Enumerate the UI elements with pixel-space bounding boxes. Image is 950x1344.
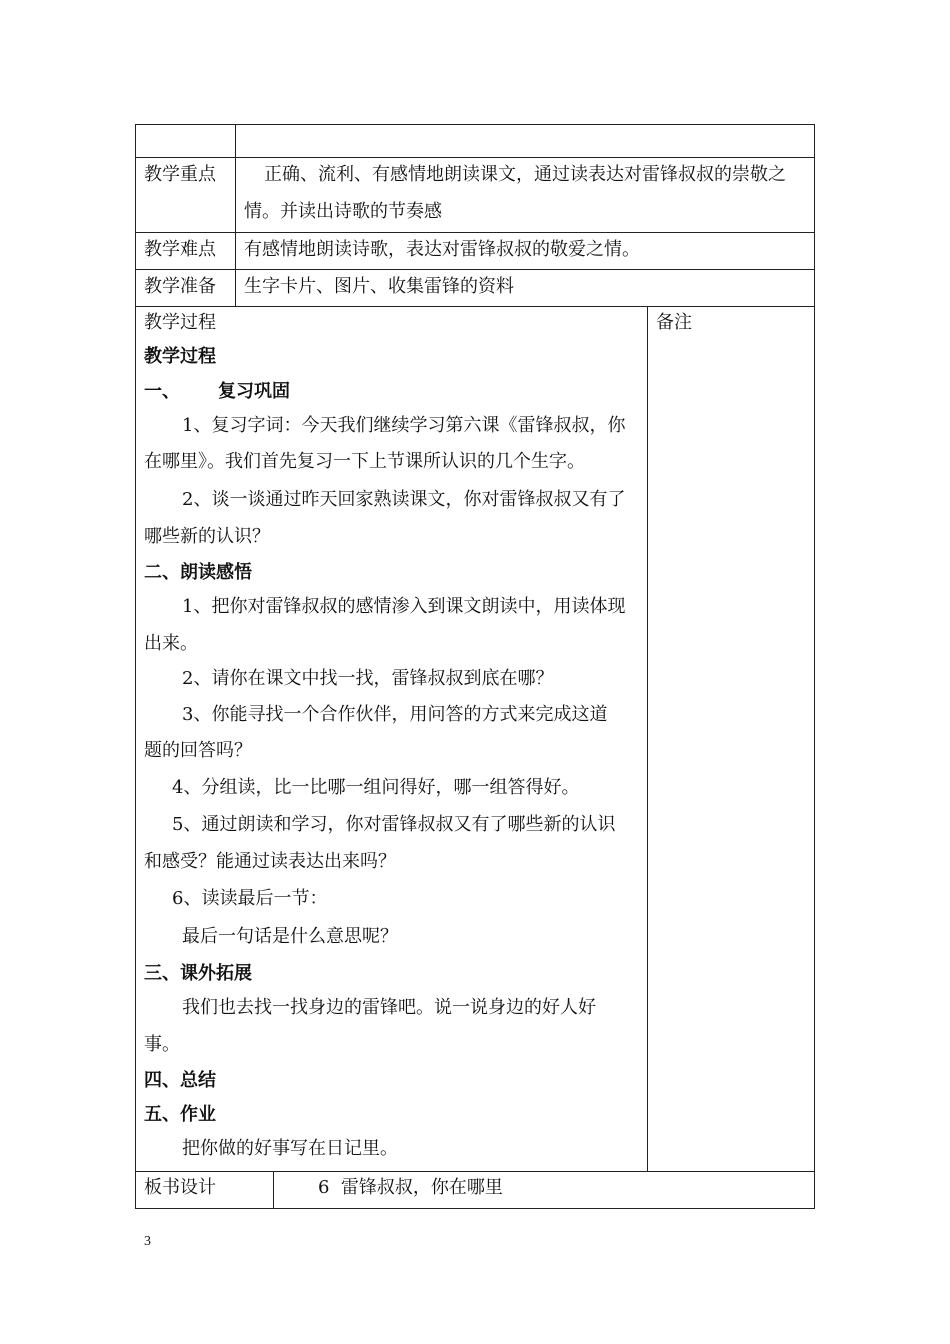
process-line: 4、分组读，比一比哪一组问得好，哪一组答得好。 xyxy=(172,777,580,798)
process-line: 哪些新的认识？ xyxy=(144,526,270,547)
notes-header: 备注 xyxy=(656,312,692,333)
table-border-left xyxy=(135,124,136,1209)
process-line: 出来。 xyxy=(144,633,198,654)
process-line: 6、读读最后一节： xyxy=(172,888,328,909)
row-label-preparation: 教学准备 xyxy=(144,276,216,297)
process-line: 2、请你在课文中找一找，雷锋叔叔到底在哪？ xyxy=(182,668,554,689)
section-heading-extension: 三、课外拓展 xyxy=(144,963,252,984)
process-line: 我们也去找一找身边的雷锋吧。说一说身边的好人好 xyxy=(182,997,596,1018)
process-line: 5、通过朗读和学习，你对雷锋叔叔又有了哪些新的认识 xyxy=(172,814,616,835)
table-border-notes-col xyxy=(647,306,648,1171)
row-label-focus: 教学重点 xyxy=(144,164,216,185)
row-content-difficulty: 有感情地朗读诗歌，表达对雷锋叔叔的敬爱之情。 xyxy=(244,239,640,260)
process-line: 和感受？能通过读表达出来吗？ xyxy=(144,851,396,872)
row-content-preparation: 生字卡片、图片、收集雷锋的资料 xyxy=(244,276,514,297)
table-border-board-col xyxy=(273,1171,274,1208)
table-border-top xyxy=(135,124,815,125)
process-line: 最后一句话是什么意思呢？ xyxy=(182,926,398,947)
board-content: 6 雷锋叔叔，你在哪里 xyxy=(318,1177,503,1198)
section-heading-homework: 五、作业 xyxy=(144,1104,216,1125)
process-line: 题的回答吗？ xyxy=(144,740,252,761)
row-content-focus-line2: 情。并读出诗歌的节奏感 xyxy=(244,201,442,222)
board-label: 板书设计 xyxy=(144,1177,216,1198)
table-border-row5 xyxy=(135,1171,815,1172)
table-border-bottom xyxy=(135,1208,815,1209)
process-line: 事。 xyxy=(144,1034,180,1055)
table-border-row4 xyxy=(135,306,815,307)
table-border-label-col xyxy=(235,124,236,306)
table-border-row3 xyxy=(135,269,815,270)
process-line: 1、把你对雷锋叔叔的感情渗入到课文朗读中，用读体现 xyxy=(182,596,626,617)
page-number: 3 xyxy=(144,1234,151,1249)
process-line: 2、谈一谈通过昨天回家熟读课文，你对雷锋叔叔又有了 xyxy=(182,489,626,510)
section-heading-summary: 四、总结 xyxy=(144,1070,216,1091)
section-heading-review: 一、 复习巩固 xyxy=(144,381,290,402)
process-line: 在哪里》。我们首先复习一下上节课所认识的几个生字。 xyxy=(144,451,585,472)
table-border-right xyxy=(814,124,815,1209)
process-header: 教学过程 xyxy=(144,312,216,333)
row-content-focus-line1: 正确、流利、有感情地朗读课文，通过读表达对雷锋叔叔的崇敬之 xyxy=(264,164,786,185)
table-border-row1 xyxy=(135,157,815,158)
section-heading-reading: 二、朗读感悟 xyxy=(144,562,252,583)
table-border-row2 xyxy=(135,232,815,233)
process-line: 1、复习字词：今天我们继续学习第六课《雷锋叔叔，你 xyxy=(182,415,626,436)
process-title: 教学过程 xyxy=(144,346,216,367)
process-line: 把你做的好事写在日记里。 xyxy=(182,1138,398,1159)
row-label-difficulty: 教学难点 xyxy=(144,239,216,260)
process-line: 3、你能寻找一个合作伙伴，用问答的方式来完成这道 xyxy=(182,704,608,725)
